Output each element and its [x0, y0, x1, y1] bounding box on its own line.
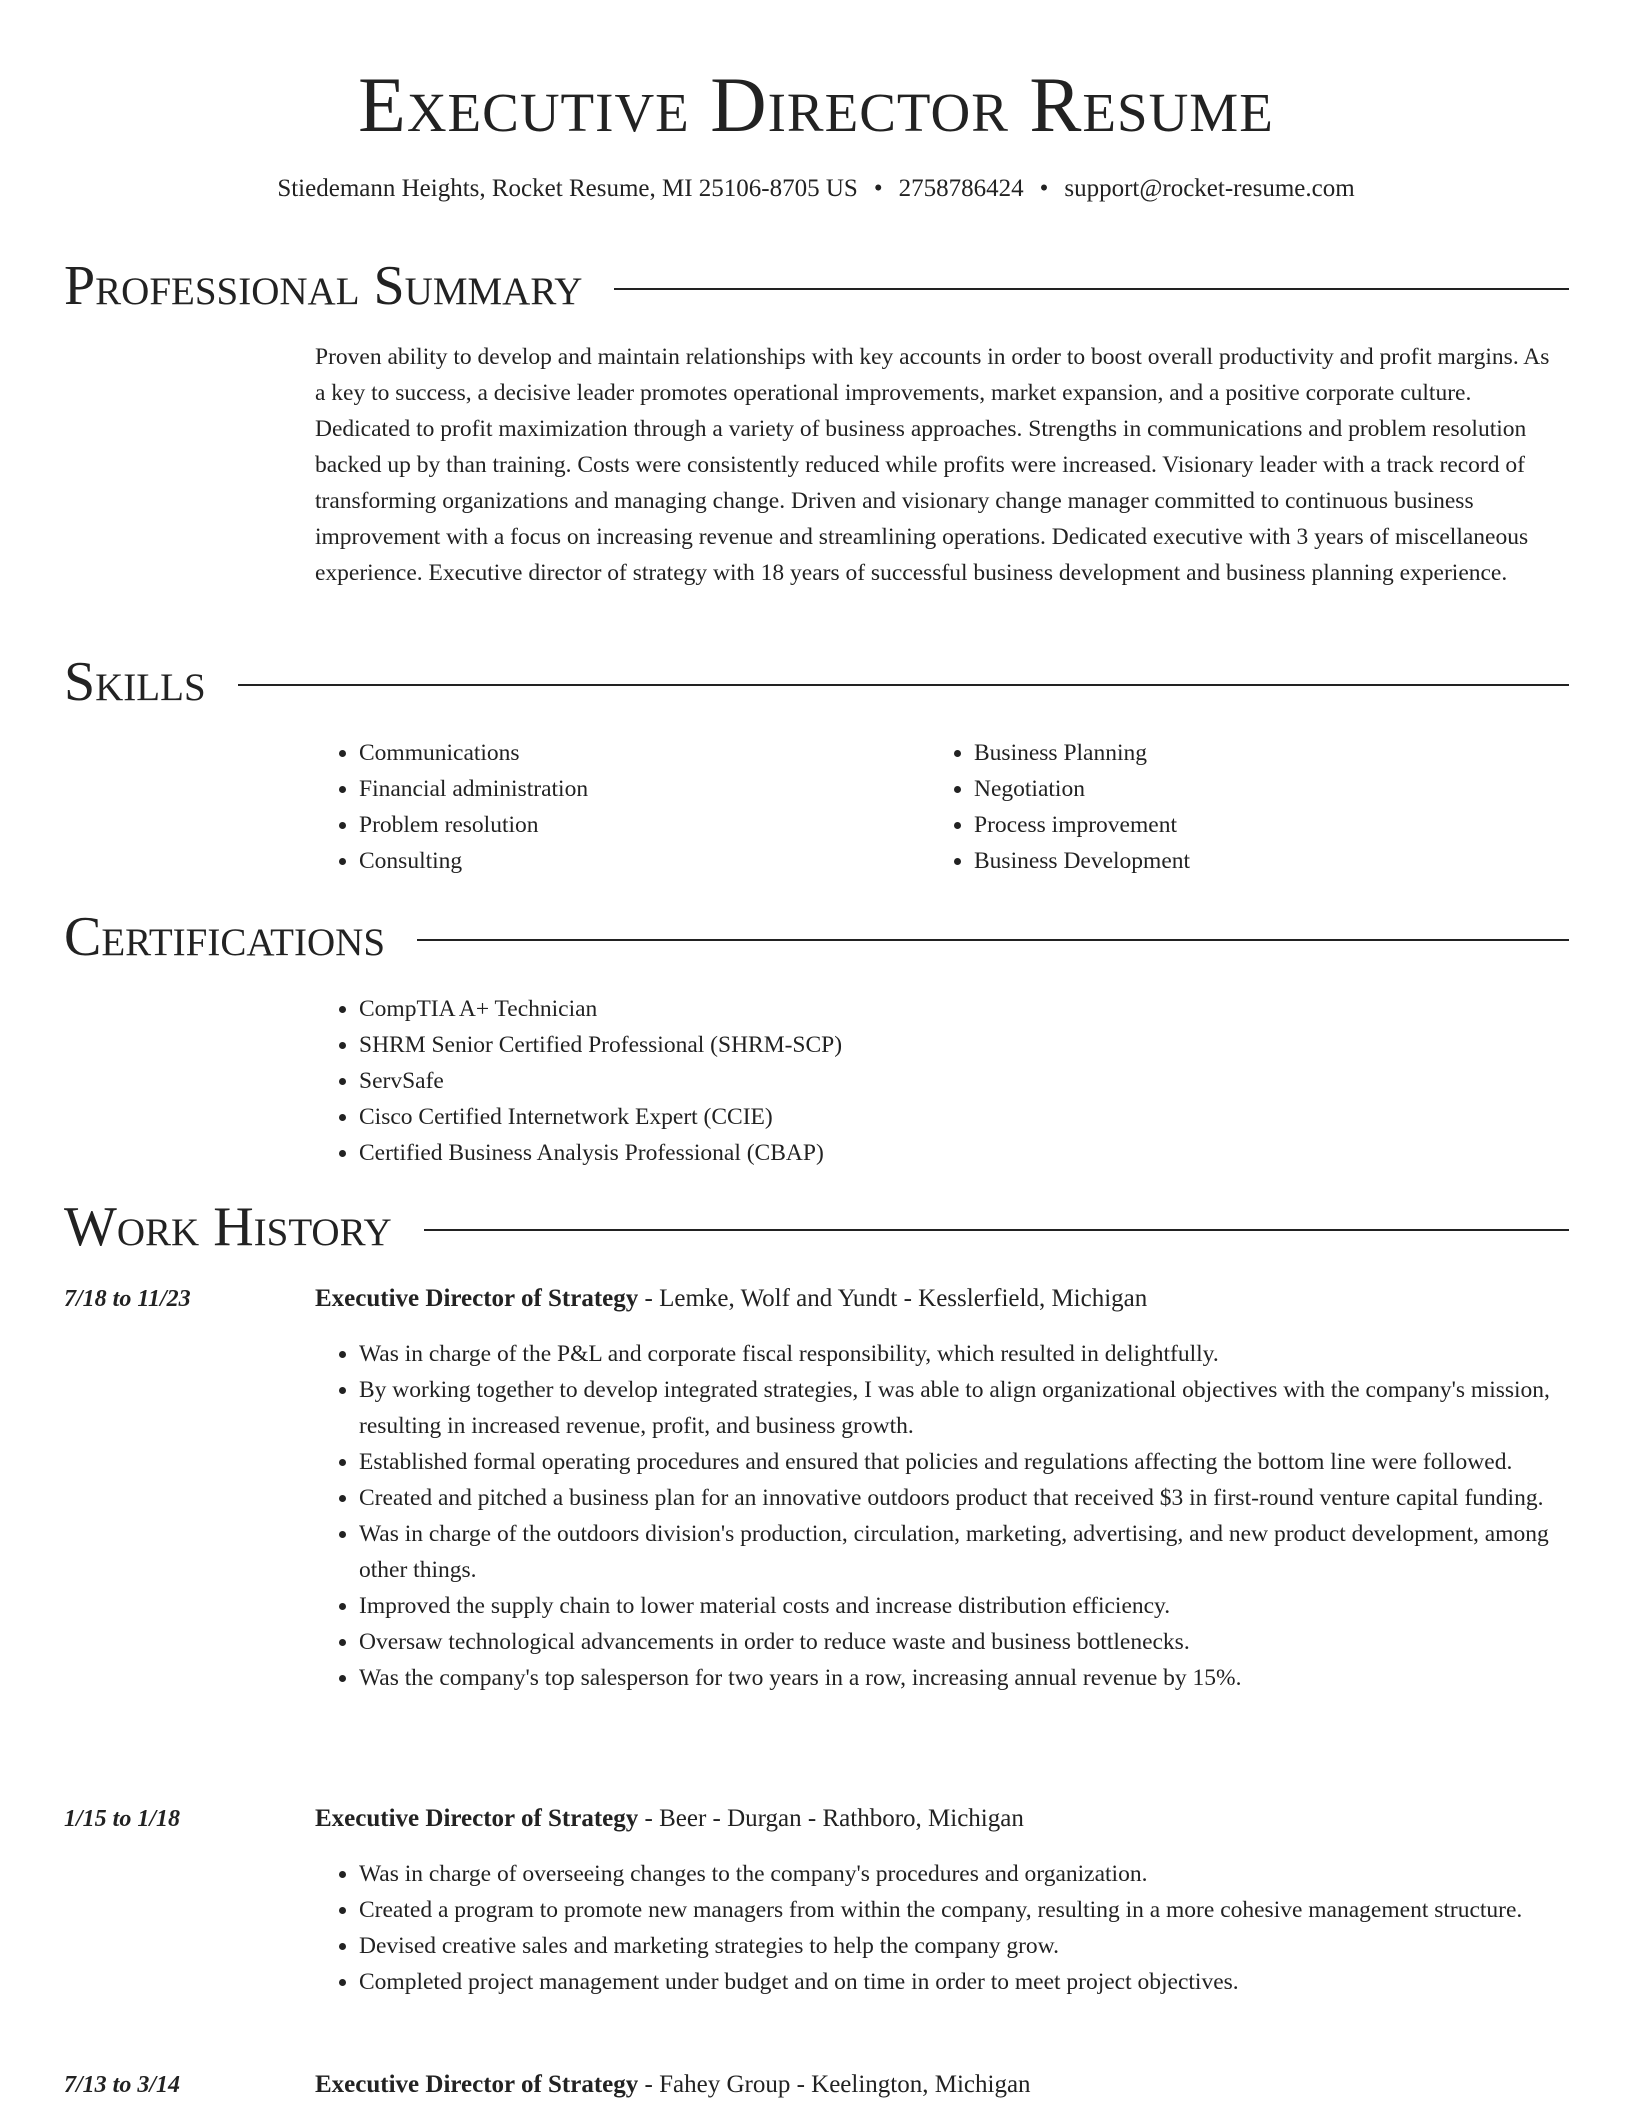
- job-duties: [315, 1856, 1565, 2000]
- list-item: • Devised creative sales and marketing strategies to help the company grow.: [359, 1928, 1565, 1964]
- job-heading: [315, 2068, 1565, 2102]
- list-item: • Was in charge of the P&L and corporate fiscal responsibility, which resulted in delightfully.: [359, 1336, 1565, 1372]
- list-item: • Established formal operating procedures and ensured that policies and regulations affecting the bottom line were followed.: [359, 1444, 1565, 1480]
- summary-section-header: [64, 254, 1569, 318]
- skills-right-column: [930, 735, 1490, 879]
- skills-section-title: Skills: [64, 651, 206, 713]
- list-item: • Communications: [359, 735, 875, 771]
- section-divider: [417, 939, 1569, 941]
- list-item: • Business Planning: [974, 735, 1490, 771]
- job-employer-location: - Fahey Group - Keelington, Michigan: [638, 2071, 1031, 2098]
- job-employer-location: - Lemke, Wolf and Yundt - Kesslerfield, Michigan: [638, 1285, 1148, 1312]
- job-dates: 7/18 to 11/23: [64, 1286, 191, 1312]
- job-heading: [315, 1282, 1565, 1316]
- list-item: • CompTIA A+ Technician: [359, 991, 1315, 1027]
- list-item: • Process improvement: [974, 807, 1490, 843]
- list-item: • Completed project management under budget and on time in order to meet project objectives.: [359, 1964, 1565, 2000]
- job-employer-location: - Beer - Durgan - Rathboro, Michigan: [638, 1805, 1024, 1832]
- certifications-section-header: [64, 905, 1569, 969]
- list-item: • SHRM Senior Certified Professional (SHRM-SCP): [359, 1027, 1315, 1063]
- list-item: • Problem resolution: [359, 807, 875, 843]
- list-item: • Oversaw technological advancements in order to reduce waste and business bottlenecks.: [359, 1624, 1565, 1660]
- list-item: • Created and pitched a business plan for an innovative outdoors product that received $3 in first-round venture capital funding.: [359, 1480, 1565, 1516]
- certifications-block: [315, 991, 1315, 1171]
- section-divider: [238, 684, 1569, 686]
- list-item: • Cisco Certified Internetwork Expert (CCIE): [359, 1099, 1315, 1135]
- contact-phone: 2758786424: [898, 175, 1024, 202]
- job-duties-list: [315, 1856, 1565, 2000]
- certifications-list: [315, 991, 1315, 1171]
- skills-section-header: [64, 650, 1569, 714]
- contact-address: Stiedemann Heights, Rocket Resume, MI 25106-8705 US: [277, 175, 858, 202]
- summary-section-title: Professional Summary: [64, 255, 583, 317]
- job-title: Executive Director of Strategy: [315, 2071, 639, 2098]
- work-section-header: [64, 1195, 1569, 1259]
- list-item: • Certified Business Analysis Professional (CBAP): [359, 1135, 1315, 1171]
- list-item: • Was in charge of overseeing changes to the company's procedures and organization.: [359, 1856, 1565, 1892]
- contact-email: support@rocket-resume.com: [1064, 175, 1355, 202]
- skills-left-column: [315, 735, 875, 879]
- job-dates: 7/13 to 3/14: [64, 2072, 181, 2098]
- list-item: • Was in charge of the outdoors division's production, circulation, marketing, advertising, and new product development, among other things.: [359, 1516, 1565, 1588]
- list-item: • Business Development: [974, 843, 1490, 879]
- job-heading: [315, 1802, 1565, 1836]
- certifications-section-title: Certifications: [64, 906, 386, 968]
- section-divider: [424, 1229, 1569, 1231]
- summary-text: Proven ability to develop and maintain relationships with key accounts in order to boost overall productivity and profit margins. As a key to success, a decisive leader promotes operational improvements, market expansion, and a positive corporate culture. Dedicated to profit maximization through a variety of business approaches. Strengths in communications and problem resolution backed up by than training. Costs were consistently reduced while profits were increased. Visionary leader with a track record of transforming organizations and managing change. Driven and visionary change manager committed to continuous business improvement with a focus on increasing revenue and streamlining operations. Dedicated executive with 3 years of miscellaneous experience. Executive director of strategy with 18 years of successful business development and business planning experience.: [315, 344, 1550, 586]
- skills-list: [930, 735, 1490, 879]
- list-item: • ServSafe: [359, 1063, 1315, 1099]
- job-duties: [315, 1336, 1565, 1696]
- list-item: • Improved the supply chain to lower material costs and increase distribution efficiency.: [359, 1588, 1565, 1624]
- job-title: Executive Director of Strategy: [315, 1285, 639, 1312]
- job-title: Executive Director of Strategy: [315, 1805, 639, 1832]
- contact-separator: •: [873, 175, 883, 202]
- list-item: • Financial administration: [359, 771, 875, 807]
- list-item: • Consulting: [359, 843, 875, 879]
- list-item: • Was the company's top salesperson for two years in a row, increasing annual revenue by 15%.: [359, 1660, 1565, 1696]
- contact-separator: •: [1039, 175, 1049, 202]
- job-dates: 1/15 to 1/18: [64, 1806, 181, 1832]
- skills-list: [315, 735, 875, 879]
- job-duties-list: [315, 1336, 1565, 1696]
- work-section-title: Work History: [64, 1196, 392, 1258]
- list-item: • Created a program to promote new managers from within the company, resulting in a more cohesive management structure.: [359, 1892, 1565, 1928]
- section-divider: [614, 288, 1569, 290]
- list-item: • Negotiation: [974, 771, 1490, 807]
- resume-title: Executive Director Resume: [358, 61, 1274, 148]
- list-item: • By working together to develop integrated strategies, I was able to align organizational objectives with the company's mission, resulting in increased revenue, profit, and business growth.: [359, 1372, 1565, 1444]
- contact-line: [0, 172, 1632, 206]
